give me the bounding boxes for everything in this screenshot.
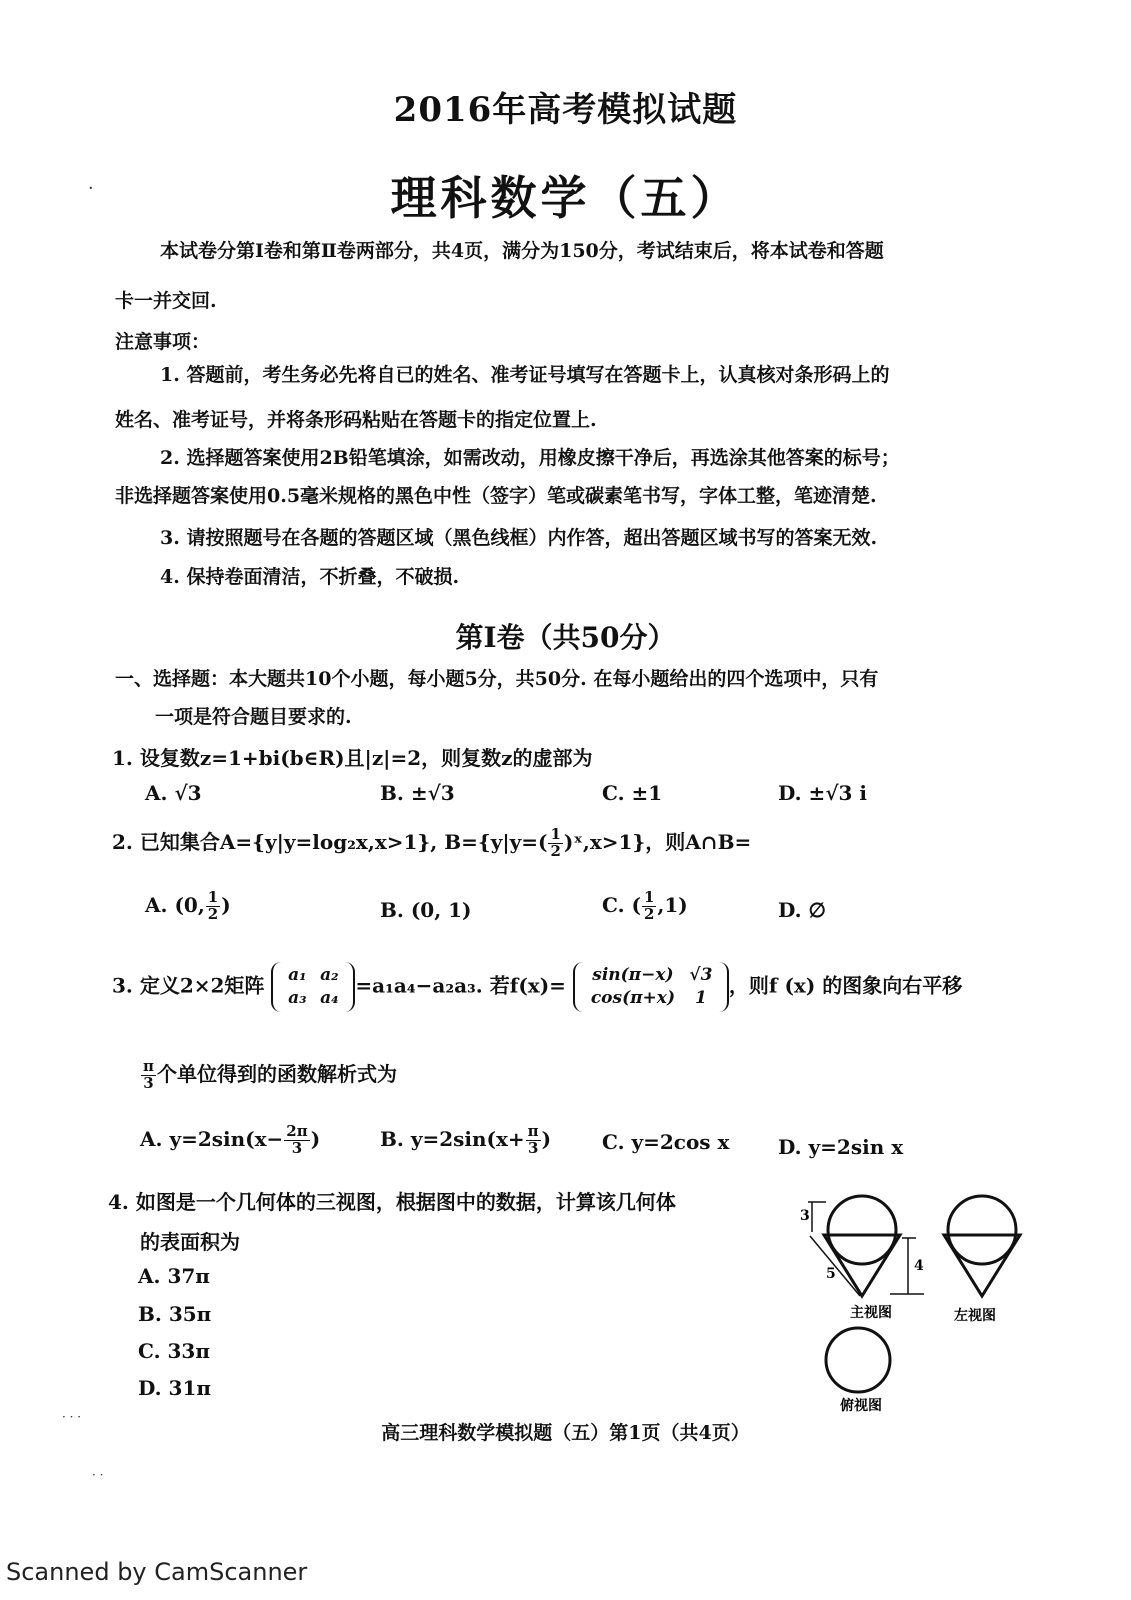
question-2-option-a bbox=[145, 890, 231, 923]
fraction-numerator: 1 bbox=[643, 888, 655, 906]
note-4: 4. 保持卷面清洁，不折叠，不破损. bbox=[160, 566, 460, 588]
fraction-numerator: 1 bbox=[207, 888, 219, 906]
page-footer: 高三理科数学模拟题（五）第1页（共4页） bbox=[381, 1422, 750, 1444]
note-3: 3. 请按照题号在各题的答题区域（黑色线框）内作答，超出答题区域书写的答案无效. bbox=[160, 527, 878, 549]
question-3-stem-end: ，则f (x) 的图象向右平移 bbox=[728, 973, 963, 998]
front-view-label: 主视图 bbox=[850, 1305, 892, 1321]
option-prefix: A. y=2sin(x− bbox=[140, 1126, 284, 1151]
fraction-denominator: 2 bbox=[550, 842, 561, 860]
matrix-cell: √3 bbox=[689, 965, 713, 985]
question-4-option-a: A. 37π bbox=[138, 1264, 210, 1288]
fraction-denominator: 3 bbox=[527, 1138, 539, 1157]
fraction-numerator: 2π bbox=[286, 1122, 308, 1140]
fraction-denominator: 2 bbox=[207, 904, 219, 923]
question-2-option-b: B. (0, 1) bbox=[380, 898, 472, 922]
exam-title: 2016年高考模拟试题 bbox=[393, 90, 738, 130]
matrix-cell: cos(π+x) bbox=[590, 987, 675, 1008]
fraction-denominator: 3 bbox=[291, 1138, 303, 1157]
question-2-stem bbox=[112, 826, 751, 860]
note-1-line-2: 姓名、准考证号，并将条形码粘贴在答题卡的指定位置上. bbox=[115, 409, 597, 431]
question-4-stem-line-1: 4. 如图是一个几何体的三视图，根据图中的数据，计算该几何体 bbox=[108, 1190, 676, 1214]
question-3-stem-start: 3. 定义2×2矩阵 bbox=[112, 973, 265, 998]
matrix-cell: a₃ bbox=[288, 987, 307, 1008]
side-view-sphere bbox=[948, 1196, 1016, 1264]
matrix-cell: 1 bbox=[694, 987, 707, 1008]
top-view-circle bbox=[826, 1328, 890, 1392]
question-3-stem-line-2 bbox=[140, 1058, 397, 1092]
option-fraction bbox=[642, 890, 656, 923]
scan-speck: · · · bbox=[62, 1410, 82, 1424]
option-prefix: B. y=2sin(x+ bbox=[380, 1126, 525, 1151]
side-view bbox=[944, 1196, 1020, 1296]
shift-fraction bbox=[141, 1059, 156, 1092]
question-3-stem bbox=[112, 962, 962, 1012]
question-4-stem-line-2: 的表面积为 bbox=[140, 1230, 240, 1254]
question-4-option-d: D. 31π bbox=[138, 1376, 212, 1400]
question-3-option-d: D. y=2sin x bbox=[778, 1135, 904, 1159]
matrix-cell: a₄ bbox=[320, 987, 339, 1008]
section-heading: 第Ⅰ卷（共50分） bbox=[455, 621, 676, 654]
scan-speck: · · bbox=[92, 1468, 104, 1482]
question-2-option-c bbox=[602, 890, 688, 923]
option-prefix: C. ( bbox=[602, 892, 641, 917]
dimension-5: 5 bbox=[826, 1266, 836, 1282]
definition-matrix bbox=[271, 962, 355, 1012]
fraction-denominator: 2 bbox=[643, 904, 655, 923]
intro-line-1: 本试卷分第Ⅰ卷和第Ⅱ卷两部分，共4页，满分为150分，考试结束后，将本试卷和答题 bbox=[160, 240, 884, 262]
three-view-figure bbox=[800, 1190, 1040, 1420]
fraction-numerator: π bbox=[527, 1122, 539, 1140]
option-suffix: ) bbox=[310, 1126, 321, 1151]
question-4-option-b: B. 35π bbox=[138, 1302, 212, 1326]
top-view-label: 俯视图 bbox=[840, 1398, 882, 1414]
option-suffix: ) bbox=[221, 892, 231, 917]
section-desc-line-1: 一、选择题：本大题共10个小题，每小题5分，共50分. 在每小题给出的四个选项中，只有 bbox=[115, 668, 879, 690]
section-desc-line-2: 一项是符合题目要求的. bbox=[155, 706, 352, 728]
question-2-fraction bbox=[548, 827, 562, 860]
question-4-option-c: C. 33π bbox=[138, 1339, 210, 1363]
matrix-cell: sin(π−x) bbox=[592, 965, 674, 985]
question-3-option-a bbox=[140, 1124, 320, 1157]
question-1-option-d: D. ±√3 i bbox=[778, 781, 867, 805]
fraction-numerator: π bbox=[143, 1057, 154, 1076]
matrix-cell: a₂ bbox=[320, 965, 339, 985]
option-prefix: A. (0, bbox=[145, 892, 205, 917]
function-matrix bbox=[573, 962, 729, 1012]
side-view-label: 左视图 bbox=[954, 1308, 996, 1324]
option-fraction bbox=[284, 1124, 309, 1157]
question-3-option-c: C. y=2cos x bbox=[602, 1130, 730, 1154]
question-3-option-b bbox=[380, 1124, 551, 1157]
note-2-line-2: 非选择题答案使用0.5毫米规格的黑色中性（签字）笔或碳素笔书写，字体工整，笔迹清楚. bbox=[115, 485, 877, 507]
question-1-option-b: B. ±√3 bbox=[380, 781, 455, 805]
front-view-sphere bbox=[828, 1196, 896, 1264]
option-suffix: ,1) bbox=[657, 892, 688, 917]
notes-heading: 注意事项： bbox=[115, 331, 211, 353]
scan-mark: · bbox=[88, 178, 94, 199]
question-2-stem-end: )ˣ,x>1}，则A∩B= bbox=[563, 830, 752, 854]
option-fraction bbox=[206, 890, 220, 923]
fraction-denominator: 3 bbox=[143, 1074, 154, 1092]
note-1-line-1: 1. 答题前，考生务必先将自已的姓名、准考证号填写在答题卡上，认真核对条形码上的 bbox=[160, 364, 890, 386]
subject-title: 理科数学（五） bbox=[390, 171, 741, 225]
dimension-4: 4 bbox=[914, 1258, 924, 1274]
note-2-line-1: 2. 选择题答案使用2B铅笔填涂，如需改动，用橡皮擦干净后，再选涂其他答案的标号； bbox=[160, 447, 900, 469]
question-2-stem-start: 2. 已知集合A={y|y=log₂x,x>1}, B={y|y=( bbox=[112, 830, 548, 854]
scanner-watermark: Scanned by CamScanner bbox=[6, 1558, 308, 1586]
matrix-cell: a₁ bbox=[288, 965, 307, 985]
intro-line-2: 卡一并交回. bbox=[115, 290, 217, 312]
question-3-stem-tail: 个单位得到的函数解析式为 bbox=[156, 1062, 397, 1086]
dimension-3: 3 bbox=[800, 1208, 810, 1224]
question-1-stem: 1. 设复数z=1+bi(b∈R)且|z|=2，则复数z的虚部为 bbox=[112, 746, 593, 770]
option-fraction bbox=[526, 1124, 541, 1157]
option-suffix: ) bbox=[541, 1126, 552, 1151]
fraction-numerator: 1 bbox=[550, 825, 561, 844]
question-1-option-a: A. √3 bbox=[145, 781, 202, 805]
question-3-stem-middle: =a₁a₄−a₂a₃. 若f(x)= bbox=[355, 973, 566, 998]
question-1-option-c: C. ±1 bbox=[602, 781, 663, 805]
question-2-option-d: D. ∅ bbox=[778, 898, 826, 922]
